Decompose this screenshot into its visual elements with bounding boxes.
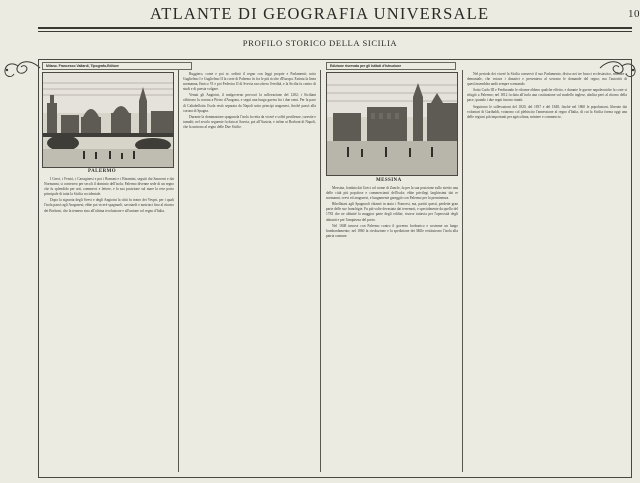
paragraph: Ruggiero, conte e poi re, ordinò il regno con leggi proprie e Parlamenti; sotto Guglielmo I e Guglielmo II la corte di Palermo fu fra le più ricche d'Europa. Estinta la linea normanna, Enrico VI e poi Federico II di Svevia raccolsero l'eredità, e la Sicilia fu centro di studi e di poesia volgare. xyxy=(183,72,316,92)
publisher-note-left: Milano. Francesco Vallardi, Tipografo-Editore xyxy=(42,62,192,70)
paragraph: Durante la dominazione spagnuola l'isola fu retta da viceré e soffrì pestilenze, carestie e tumulti; nel secolo seguente fu data ai Savoia, poi all'Austria, e infine ai Borboni di Napoli, che la unirono al regno delle Due Sicilie. xyxy=(183,114,316,129)
paragraph: I Greci, i Fenici, i Cartaginesi e poi i Romani e i Bizantini, seguiti dai Saraceni e dai Normanni, si contesero per secoli il dominio dell'isola; Palermo divenne sede di un regno che fu splendido per arti, commerci e lettere, e la sua posizione sul mare la rese porto principale di tutta la Sicilia occidentale. xyxy=(44,177,174,197)
section-subtitle: PROFILO STORICO DELLA SICILIA xyxy=(242,38,398,48)
paragraph: Nel 1848 insorse con Palermo contro il governo borbonico e sostenne un lungo bombardamento; nel 1860 la rivoluzione e la spedizione dei Mille restituirono l'isola alla patria comune. xyxy=(326,223,458,238)
paragraph: Sotto Carlo III e Ferdinando le riforme ebbero qualche effetto, e durante le guerre napoleoniche la corte si rifugiò a Palermo; nel 1812 fu data all'isola una costituzione sul modello inglese, abolita però al ritorno della pace, quando i due regni furono riuniti. xyxy=(467,88,627,103)
messina-cityscape-icon xyxy=(327,73,458,176)
text-column-2 xyxy=(183,72,316,473)
paragraph: Dopo la signoria degli Svevi e degli Angioini la città fu teatro dei Vespri, per i quali l'isola passò agli Aragonesi; ebbe poi viceré spagnuoli, savoiardi e austriaci fino al ritorno dei Borboni, che la tennero sino all'ultima rivoluzione e all'unione col regno d'Italia. xyxy=(44,198,174,213)
palermo-caption: PALERMO xyxy=(88,169,116,174)
palermo-cityscape-icon xyxy=(43,73,174,168)
corner-ornament-left-icon xyxy=(2,58,42,82)
publisher-note-right: Edizione riservata per gli Istituti d'Istruzione xyxy=(326,62,456,70)
messina-engraving xyxy=(326,72,458,176)
text-column-4 xyxy=(467,72,627,473)
header-rule-thin xyxy=(38,31,632,32)
column-divider xyxy=(320,70,321,472)
column-divider xyxy=(462,70,463,472)
text-column-1 xyxy=(44,177,174,473)
paragraph: Seguirono le sollevazioni del 1820, del 1837 e del 1848, finché nel 1860 le popolazioni, liberate dai volontari di Garibaldi, votarono col plebiscito l'annessione al regno d'Italia, di cui la Sicilia forma oggi una delle regioni più importanti per agricoltura, miniere e commercio. xyxy=(467,104,627,119)
paragraph: Venuti gli Angioini, il malgoverno provocò la sollevazione del 1282; i Siciliani offrirono la corona a Pietro d'Aragona, e seguì una lunga guerra fra i due rami. Per la pace di Caltabellotta l'isola restò separata da Napoli sotto principi aragonesi, finché passò alla corona di Spagna. xyxy=(183,93,316,113)
paragraph: Ribellatasi agli Spagnuoli chiamò in aiuto i Francesi, ma, partiti questi, perdette gran parte delle sue franchigie. Fu più volte devastata dai terremoti, e specialmente da quello del 1783 che ne abbatté la maggior parte degli edifizi; risorse tuttavia per l'operosità degli abitanti e per l'ampiezza del porto. xyxy=(326,202,458,222)
header-rule-thick xyxy=(38,27,632,29)
messina-caption: MESSINA xyxy=(376,178,402,183)
column-divider xyxy=(178,70,179,472)
text-column-3 xyxy=(326,186,458,473)
page-title: ATLANTE DI GEOGRAFIA UNIVERSALE xyxy=(150,4,490,23)
paragraph: Messina, fondata dai Greci col nome di Zancle, fu per la sua posizione sullo stretto una delle città più popolose e commercianti dell'isola; ebbe privilegi larghissimi dai re normanni, svevi ed aragonesi, e lungamente gareggiò con Palermo per la preminenza. xyxy=(326,186,458,201)
paragraph: Nel periodo dei viceré la Sicilia conservò il suo Parlamento, diviso nei tre bracci ecclesiastico, militare e demaniale, che votava i donativi e presentava al sovrano le domande del regno; ma l'autorità di quest'assemblea andò sempre scemando. xyxy=(467,72,627,87)
page-number: 10 xyxy=(628,8,640,20)
palermo-engraving xyxy=(42,72,174,168)
